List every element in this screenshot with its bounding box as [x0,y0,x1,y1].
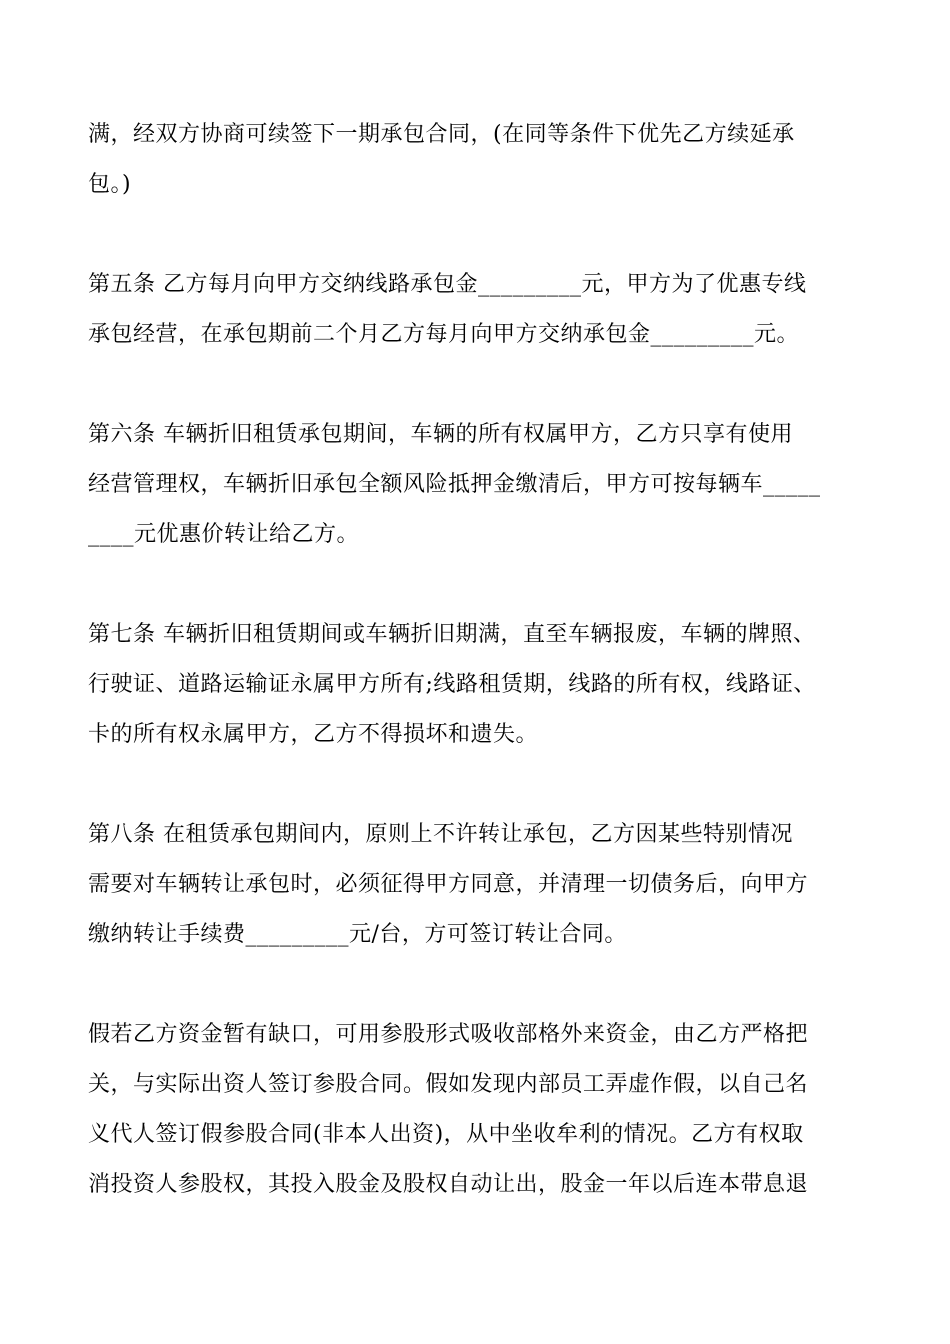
paragraph-article-6 [88,410,888,560]
text-line: 卡的所有权永属甲方，乙方不得损坏和遗失。 [88,722,539,747]
text-line: 承包经营，在承包期前二个月乙方每月向甲方交纳承包金_________元。 [88,322,800,347]
paragraph-article-7 [88,610,888,760]
text-line: 第六条 车辆折旧租赁承包期间，车辆的所有权属甲方，乙方只享有使用 [88,422,793,447]
paragraph-continuation [88,110,888,210]
paragraph-article-5 [88,260,888,360]
text-line: 行驶证、道路运输证永属甲方所有;线路租赁期，线路的所有权，线路证、 [88,672,816,697]
paragraph-capital-clause [88,1010,888,1210]
text-line: 经营管理权，车辆折旧承包全额风险抵押金缴清后，甲方可按每辆车_____ [88,472,821,497]
text-line: ____元优惠价转让给乙方。 [88,522,360,547]
text-line: 假若乙方资金暂有缺口，可用参股形式吸收部格外来资金，由乙方严格把 [88,1022,809,1047]
text-line: 第八条 在租赁承包期间内，原则上不许转让承包，乙方因某些特别情况 [88,822,793,847]
text-line: 第五条 乙方每月向甲方交纳线路承包金_________元，甲方为了优惠专线 [88,272,807,297]
text-line: 包。) [88,172,132,197]
text-line: 第七条 车辆折旧租赁期间或车辆折旧期满，直至车辆报废，车辆的牌照、 [88,622,816,647]
text-line: 关，与实际出资人签订参股合同。假如发现内部员工弄虚作假，以自己名 [88,1072,809,1097]
paragraph-article-8 [88,810,888,960]
text-line: 义代人签订假参股合同(非本人出资)，从中坐收牟利的情况。乙方有权取 [88,1122,804,1147]
text-line: 缴纳转让手续费_________元/台，方可签订转让合同。 [88,922,627,947]
text-line: 需要对车辆转让承包时，必须征得甲方同意，并清理一切债务后，向甲方 [88,872,809,897]
text-line: 消投资人参股权，其投入股金及股权自动让出，股金一年以后连本带息退 [88,1172,809,1197]
text-line: 满，经双方协商可续签下一期承包合同，(在同等条件下优先乙方续延承 [88,122,795,147]
